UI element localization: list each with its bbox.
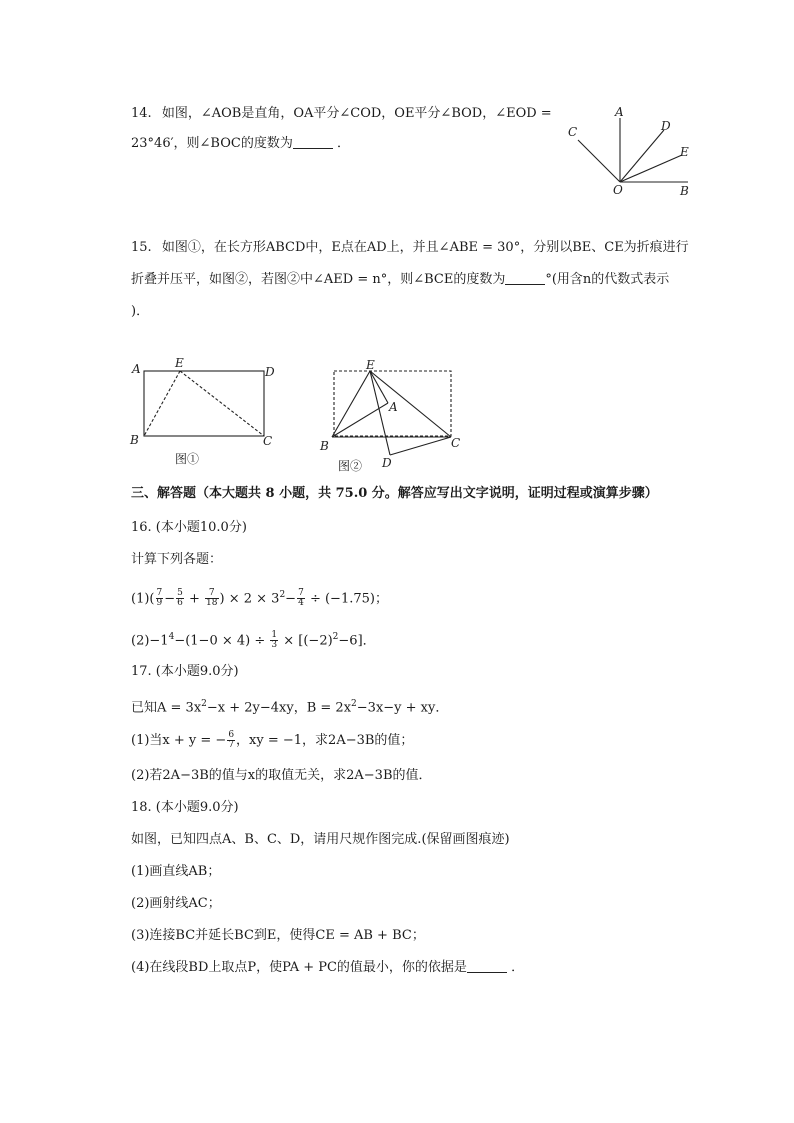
q14-line2 (131, 134, 350, 154)
frac-den: 4 (298, 598, 304, 609)
fig1-label-a: A (132, 362, 141, 376)
q15-line1 (131, 238, 689, 258)
fraction-6-7 (227, 731, 235, 750)
frac-den: 3 (271, 640, 278, 651)
frac-den: 18 (206, 598, 218, 609)
q16-part-2 (131, 624, 376, 654)
frac-num: 5 (177, 588, 183, 599)
q14-angle-figure (560, 100, 710, 205)
q16-p1-prefix: (1)( (131, 591, 155, 607)
q14-text-1: 如图，∠AOB是直角，OA平分∠COD，OE平分∠BOD，∠EOD = (161, 106, 552, 121)
fraction-5-6 (176, 589, 184, 608)
fig2-label-e: E (366, 358, 375, 372)
folded-ed (370, 371, 390, 455)
fig2-label-c: C (451, 436, 461, 450)
q18-header: 18. (本小题9.0分) (131, 800, 239, 815)
q15-figure-2 (318, 355, 468, 480)
fig1-caption: 图① (175, 452, 200, 466)
q14-label-b: B (680, 184, 689, 198)
q15-number: 15. (131, 240, 152, 255)
q14-label-o: O (613, 183, 623, 197)
q17-p1-b: ，xy = −1，求2A−3B的值； (236, 733, 414, 748)
frac-num: 1 (271, 630, 278, 641)
frac-num: 6 (228, 730, 235, 740)
q14-line1 (131, 104, 552, 124)
exponent: 2 (332, 632, 339, 642)
q16-p2-mid2: × [(−2) (283, 633, 333, 649)
folded-dc (390, 437, 451, 455)
fraction-7-9 (156, 589, 164, 608)
ray-oe (620, 155, 682, 182)
q14-answer-blank[interactable] (293, 135, 333, 149)
fold-line-be (144, 371, 180, 436)
q17-part-2: (2)若2A−3B的值与x的取值无关，求2A−3B的值． (131, 768, 432, 783)
q15-line3: )． (131, 304, 150, 319)
q14-label-c: C (568, 125, 578, 139)
side-ec (370, 371, 451, 437)
exponent: 2 (279, 590, 286, 600)
fraction-1-3 (270, 631, 278, 650)
q18-part-1: (1)画直线AB； (131, 864, 221, 879)
q15-text-2a: 折叠并压平，如图②，若图②中∠AED = n°，则∠BCE的度数为 (131, 272, 506, 287)
q17-given (131, 694, 448, 718)
q14-text-2a: 23°46′，则∠BOC的度数为 (131, 136, 293, 151)
fig1-label-d: D (265, 365, 275, 379)
q17-part-1 (131, 728, 413, 754)
q15-figure-1 (128, 355, 288, 470)
q17-given-b: −x + 2y−4xy，B = 2x (206, 700, 352, 716)
q17-header: 17. (本小题9.0分) (131, 664, 239, 679)
ray-od (620, 130, 664, 182)
q14-text-2b: ． (336, 136, 350, 151)
q14-label-a: A (615, 105, 624, 119)
q14-number: 14. (131, 106, 152, 121)
q16-p1-mid: ) × 2 × 3 (219, 591, 280, 607)
section-3-heading: 三、解答题（本大题共 8 小题，共 75.0 分。解答应写出文字说明，证明过程或演算步骤） (131, 486, 658, 501)
q18-p4-a: (4)在线段BD上取点P，使PA + PC的值最小，你的依据是 (131, 960, 467, 975)
q17-given-c: −3x−y + xy． (356, 700, 449, 716)
fig1-label-e: E (175, 356, 184, 370)
folded-ea (370, 371, 388, 403)
q14-label-d: D (661, 119, 671, 133)
q18-intro: 如图，已知四点A、B、C、D，请用尺规作图完成.(保留画图痕迹) (131, 832, 510, 847)
frac-den: 9 (156, 598, 163, 609)
fig2-label-a: A (389, 400, 398, 414)
fig2-caption: 图② (338, 459, 363, 473)
fraction-7-18 (205, 589, 218, 608)
q16-intro: 计算下列各题： (131, 552, 223, 567)
fraction-7-4 (297, 589, 305, 608)
frac-num: 7 (205, 589, 218, 599)
q16-part-1: (1)( $\frac{7}{9}$ − $\frac{5}{6}$ + $\frac{7}{18}$ ) × $2 \times 3^2-$ $\frac{7}{4}$ ÷ (−1.75)； (131, 588, 388, 609)
q18-part-4 (131, 958, 524, 978)
frac-num: 7 (156, 588, 163, 599)
fold-line-ce (180, 371, 264, 436)
frac-num: 7 (298, 588, 304, 599)
q18-part-2: (2)画射线AC； (131, 896, 221, 911)
q18-answer-blank[interactable] (467, 959, 507, 973)
q15-text-2b: °(用含n的代数式表示 (545, 272, 670, 287)
q16-p2-prefix: (2)−1 (131, 633, 169, 649)
folded-ab (332, 403, 388, 437)
exponent: 2 (351, 699, 357, 709)
q14-label-e: E (680, 145, 689, 159)
q17-given-a: 已知A = 3x (131, 700, 202, 716)
q15-line2 (131, 270, 669, 290)
ray-oc (578, 140, 620, 182)
q16-p1-tail: ÷ (−1.75)； (309, 591, 388, 607)
exponent: 2 (201, 699, 207, 709)
frac-den: 6 (177, 598, 183, 609)
fig1-label-b: B (130, 433, 139, 447)
q18-p4-b: ． (511, 960, 525, 975)
q17-p1-a: (1)当x + y = − (131, 733, 227, 748)
fig1-label-c: C (263, 434, 273, 448)
q18-part-3: (3)连接BC并延长BC到E，使得CE = AB + BC； (131, 928, 425, 943)
q15-text-1: 如图①，在长方形ABCD中，E点在AD上，并且∠ABE = 30°，分别以BE、CE为折痕进行 (161, 240, 689, 255)
fig2-label-d: D (382, 456, 392, 470)
q16-p2-mid: −(1−0 × 4) ÷ (174, 633, 266, 649)
q16-p2-tail: −6]． (338, 633, 376, 649)
fig2-label-b: B (320, 439, 329, 453)
q16-header: 16. (本小题10.0分) (131, 520, 247, 535)
frac-den: 7 (228, 740, 235, 750)
side-eb (332, 371, 370, 437)
exponent: 4 (168, 632, 175, 642)
q15-answer-blank[interactable] (505, 271, 545, 285)
